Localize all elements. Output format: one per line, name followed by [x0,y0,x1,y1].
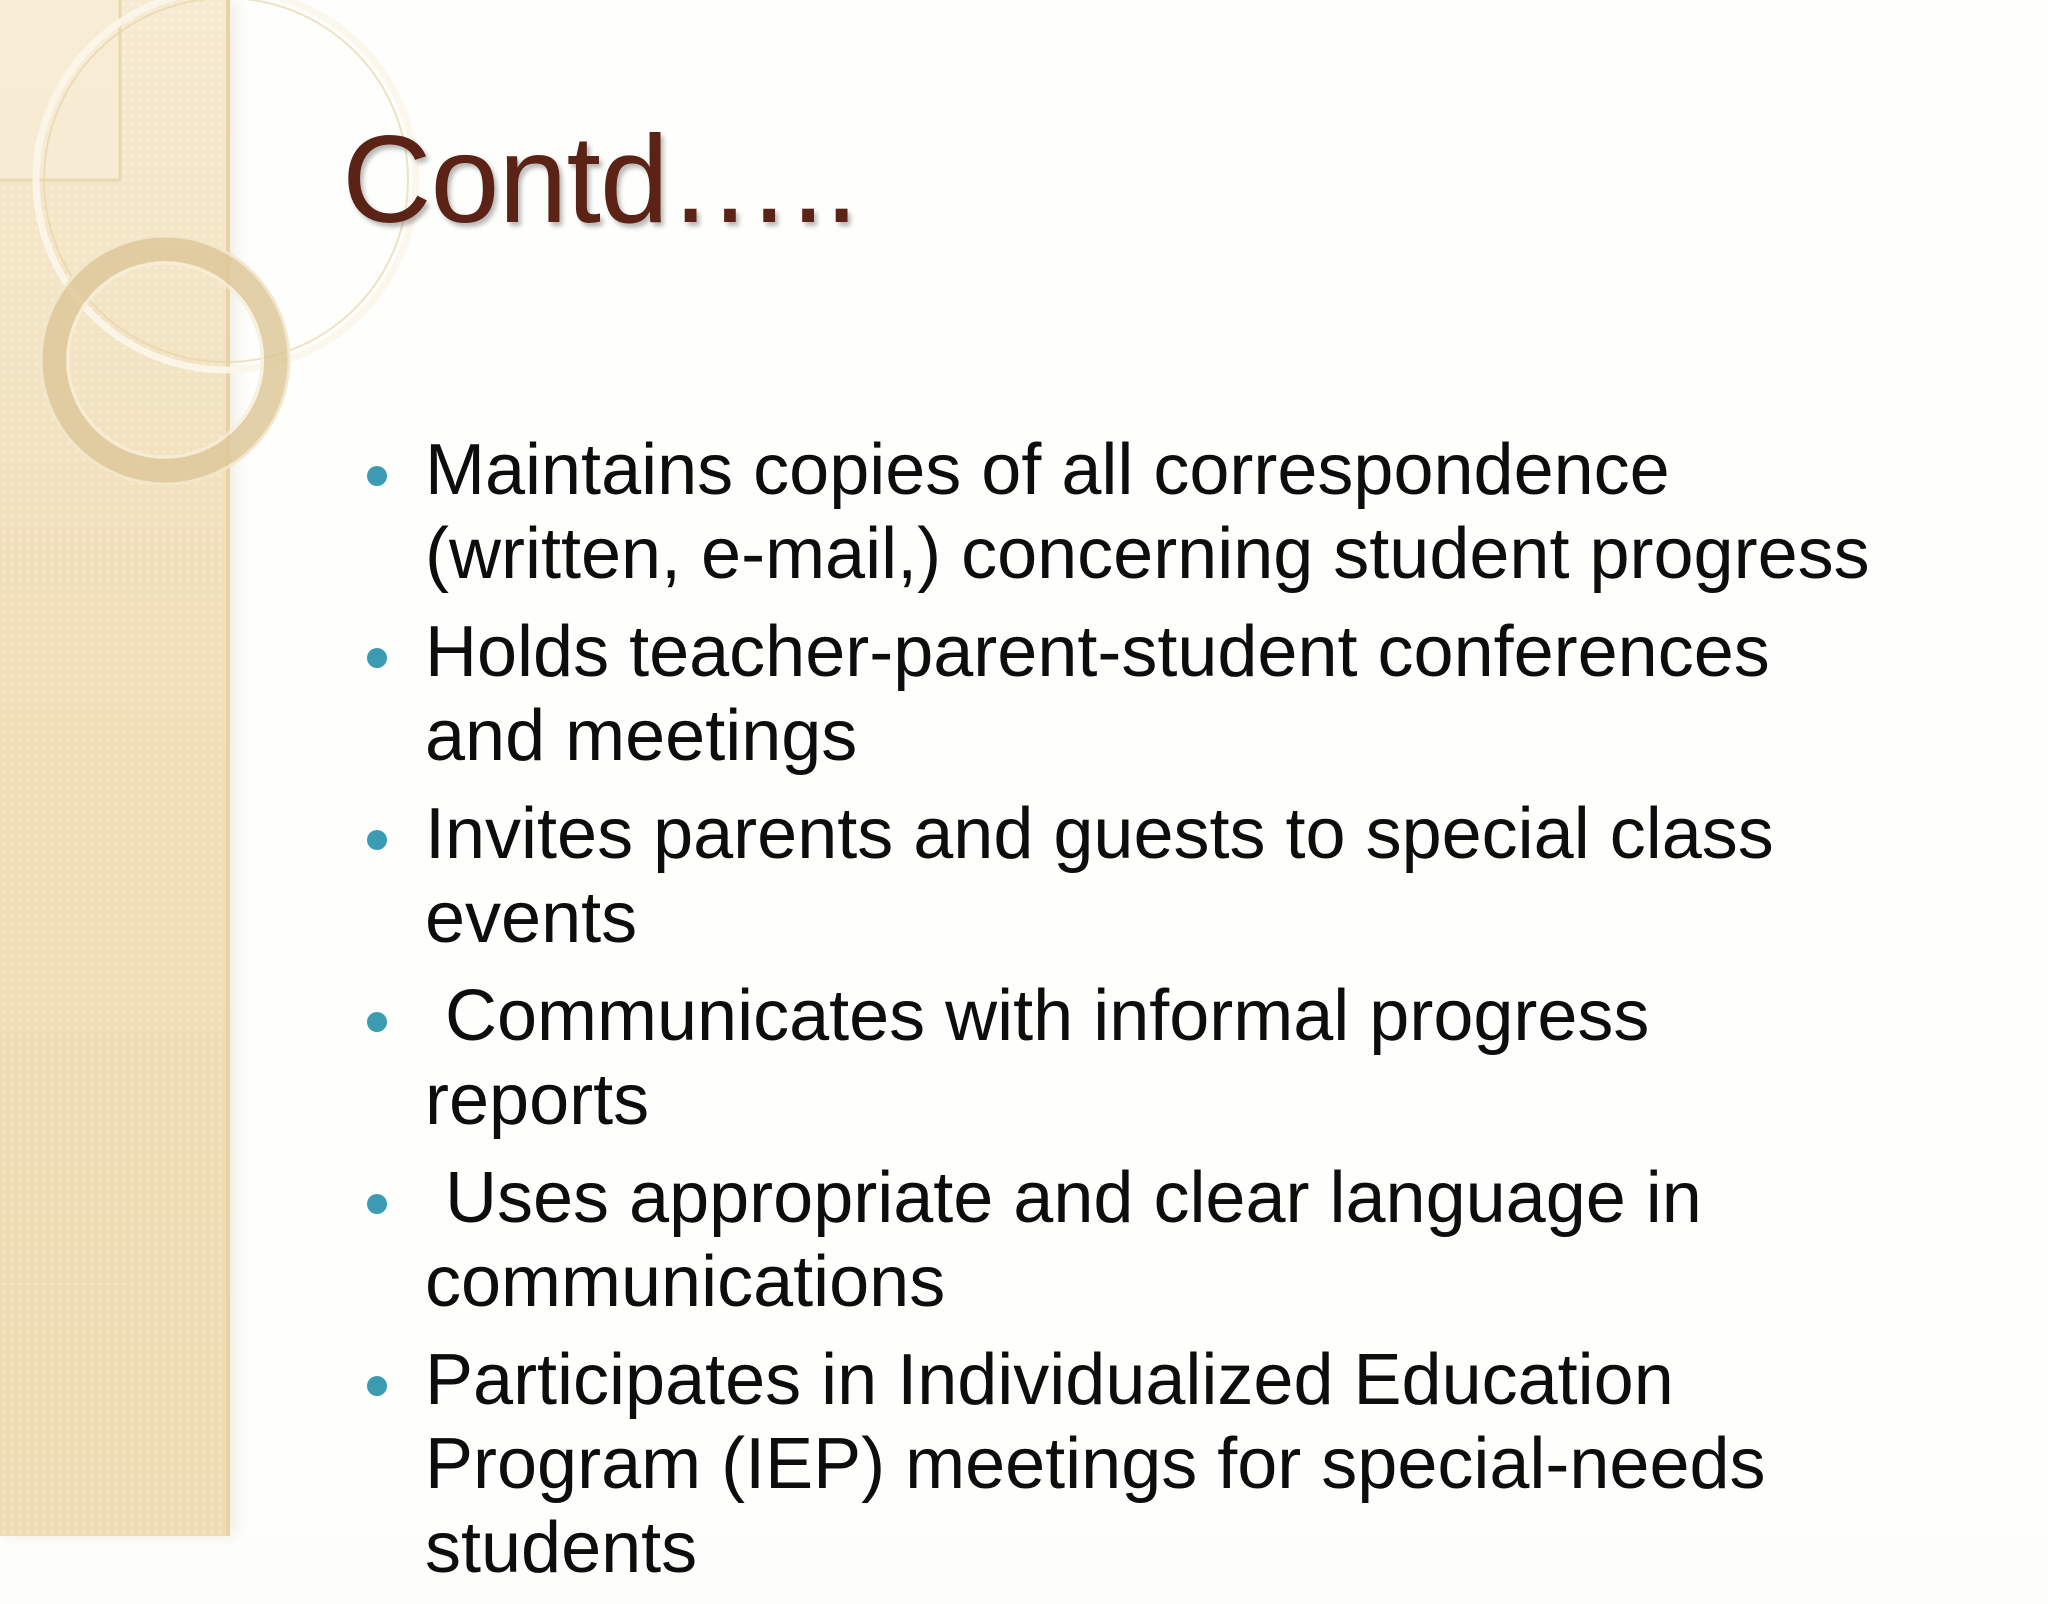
slide-content [355,428,2015,1604]
bullet-text-line: Program (IEP) meetings for special-needs [425,1424,1766,1504]
bullet-item [355,974,2015,1142]
bullet-item [355,792,2015,960]
bullet-text-line: reports [425,1060,650,1140]
bullet-text-line: students [425,1508,698,1588]
bullet-item [355,1338,2015,1590]
bullet-dot-icon [367,466,387,486]
bullet-text-line: Maintains copies of all correspondence [425,430,1670,510]
bullet-list [355,428,2015,1590]
bullet-item [355,610,2015,778]
bullet-dot-icon [367,1194,387,1214]
bullet-text-line: and meetings [425,696,858,776]
bullet-text-line: (written, e-mail,) concerning student progress [425,514,1870,594]
bullet-item [355,1156,2015,1324]
decorative-rings [0,0,226,520]
decorative-side-panel [0,0,230,1536]
bullet-dot-icon [367,830,387,850]
bullet-text-line: Uses appropriate and clear language in [425,1158,1702,1238]
bullet-text-line: Invites parents and guests to special class [425,794,1774,874]
bullet-dot-icon [367,1012,387,1032]
bullet-text-line: Participates in Individualized Education [425,1340,1674,1420]
bullet-text-line: events [425,878,638,958]
slide-title: Contd….. [342,111,858,249]
bullet-text-line: Communicates with informal progress [425,976,1650,1056]
bullet-text-line: communications [425,1242,946,1322]
bullet-dot-icon [367,1376,387,1396]
bullet-item [355,428,2015,596]
bullet-text-line: Holds teacher-parent-student conferences [425,612,1770,692]
bullet-dot-icon [367,648,387,668]
